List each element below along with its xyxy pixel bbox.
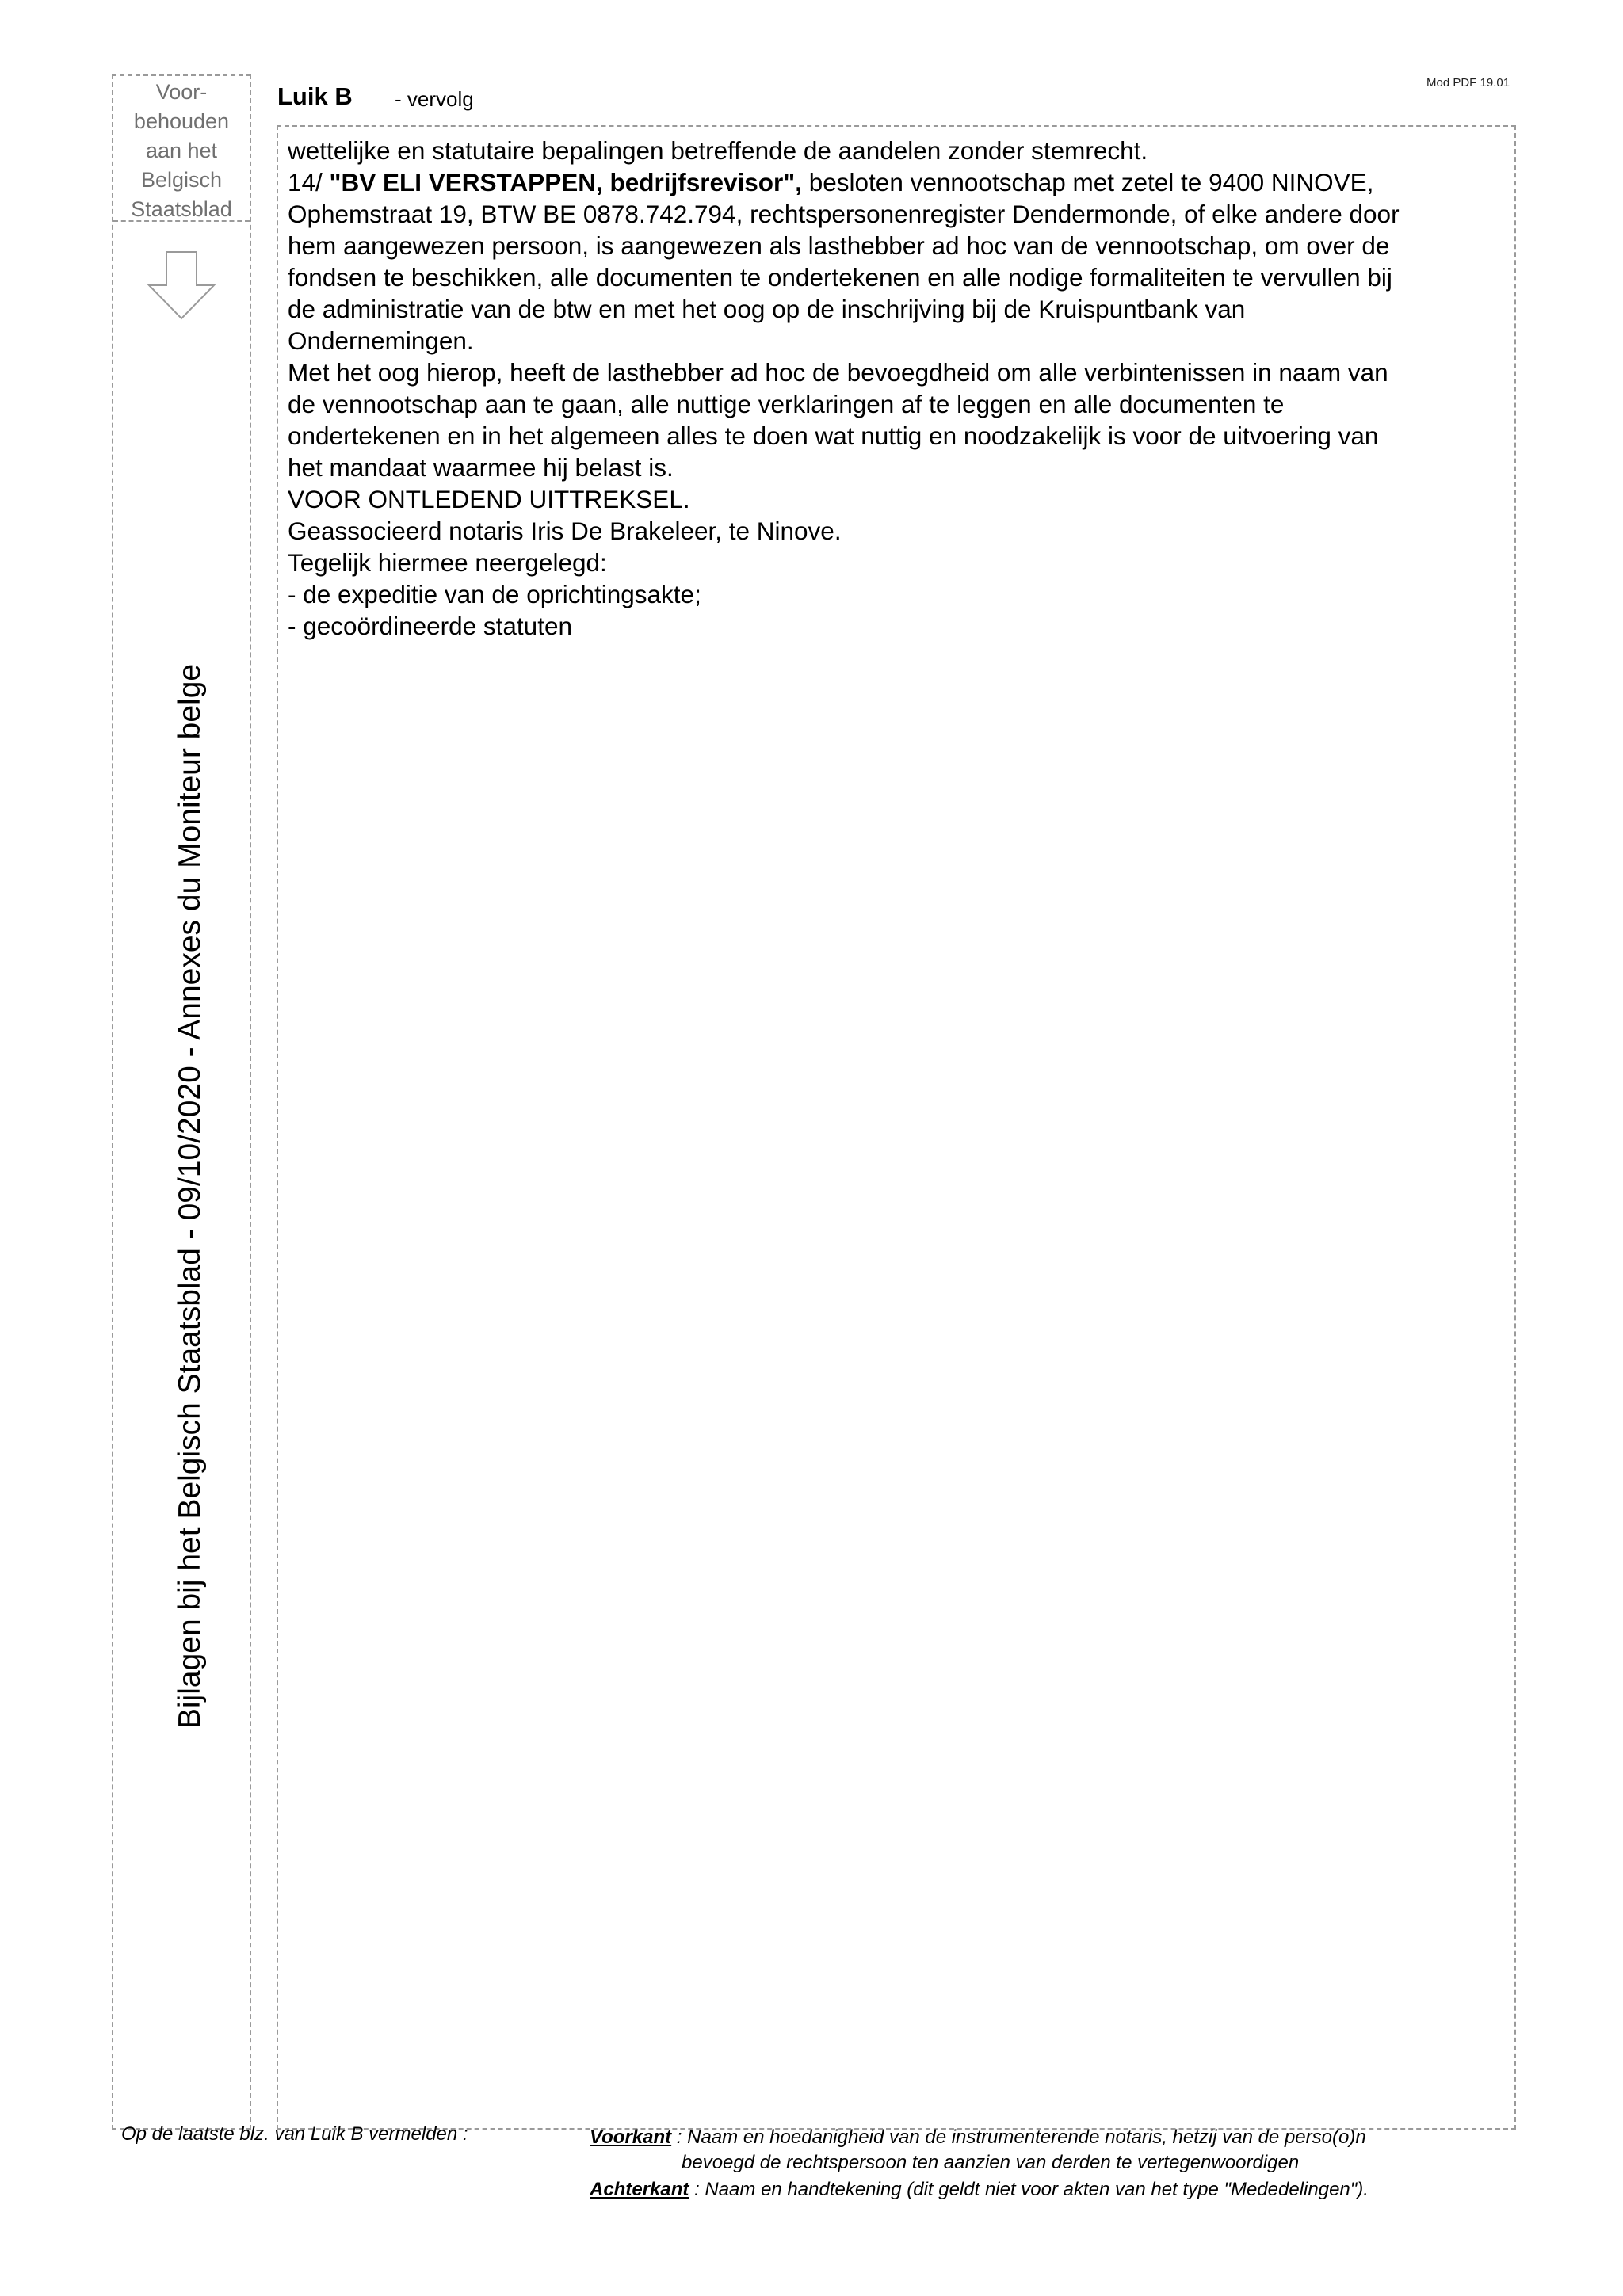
- reserved-line: aan het: [145, 139, 218, 162]
- text-line: het mandaat waarmee hij belast is.: [288, 453, 674, 482]
- text-fragment: besloten vennootschap met zetel te 9400 NINOVE,: [802, 168, 1374, 196]
- company-name: "BV ELI VERSTAPPEN, bedrijfsrevisor",: [329, 168, 802, 196]
- text-line: wettelijke en statutaire bepalingen betreffende de aandelen zonder stemrecht.: [288, 136, 1148, 165]
- text-line: Ondernemingen.: [288, 326, 474, 355]
- text-line: Geassocieerd notaris Iris De Brakeleer, te Ninove.: [288, 517, 842, 545]
- voorkant-text: : Naam en hoedanigheid van de instrumenterende notaris, hetzij van de perso(o)n: [671, 2126, 1366, 2148]
- footer-instruction: Op de laatste blz. van Luik B vermelden :: [121, 2123, 468, 2145]
- content-frame: [277, 125, 1516, 2130]
- item-number: 14/: [288, 168, 330, 196]
- achterkant-text: : Naam en handtekening (dit geldt niet voor akten van het type "Mededelingen").: [689, 2179, 1369, 2200]
- section-title: Luik B: [277, 82, 353, 110]
- form-version-label: Mod PDF 19.01: [1426, 76, 1510, 90]
- reserved-box: [113, 76, 250, 222]
- footer-achterkant: [590, 2179, 1369, 2201]
- text-line: - de expeditie van de oprichtingsakte;: [288, 580, 701, 608]
- text-line: fondsen te beschikken, alle documenten te ondertekenen en alle nodige formaliteiten te vervullen bij: [288, 263, 1392, 292]
- reserved-line: behouden: [133, 109, 230, 133]
- reserved-line: Staatsblad: [131, 197, 232, 221]
- text-line: VOOR ONTLEDEND UITTREKSEL.: [288, 485, 690, 513]
- text-line: [288, 166, 1514, 198]
- text-line: hem aangewezen persoon, is aangewezen als lasthebber ad hoc van de vennootschap, om over de: [288, 231, 1390, 260]
- text-line: - gecoördineerde statuten: [288, 612, 572, 640]
- text-line: Ophemstraat 19, BTW BE 0878.742.794, rechtspersonenregister Dendermonde, of elke andere door: [288, 200, 1400, 228]
- achterkant-label: Achterkant: [590, 2179, 689, 2200]
- text-line: de administratie van de btw en met het oog op de inschrijving bij de Kruispuntbank van: [288, 295, 1246, 323]
- section-suffix: - vervolg: [395, 87, 474, 111]
- reserved-line: Belgisch: [140, 168, 223, 192]
- document-body: [288, 135, 1514, 642]
- text-line: de vennootschap aan te gaan, alle nuttige verklaringen af te leggen en alle documenten te: [288, 390, 1285, 418]
- text-line: Met het oog hierop, heeft de lasthebber ad hoc de bevoegdheid om alle verbintenissen in naam van: [288, 358, 1388, 387]
- text-line: ondertekenen en in het algemeen alles te doen wat nuttig en noodzakelijk is voor de uitvoering van: [288, 421, 1379, 450]
- reserved-line: Voor-: [155, 80, 208, 104]
- vertical-publication-text: Bijlagen bij het Belgisch Staatsblad - 09/10/2020 - Annexes du Moniteur belge: [173, 663, 207, 1730]
- down-arrow-icon: [146, 250, 217, 322]
- footer-voorkant-continued: bevoegd de rechtspersoon ten aanzien van derden te vertegenwoordigen: [682, 2152, 1300, 2173]
- footer-voorkant: [590, 2126, 1366, 2149]
- voorkant-label: Voorkant: [590, 2126, 672, 2148]
- text-line: Tegelijk hiermee neergelegd:: [288, 548, 607, 577]
